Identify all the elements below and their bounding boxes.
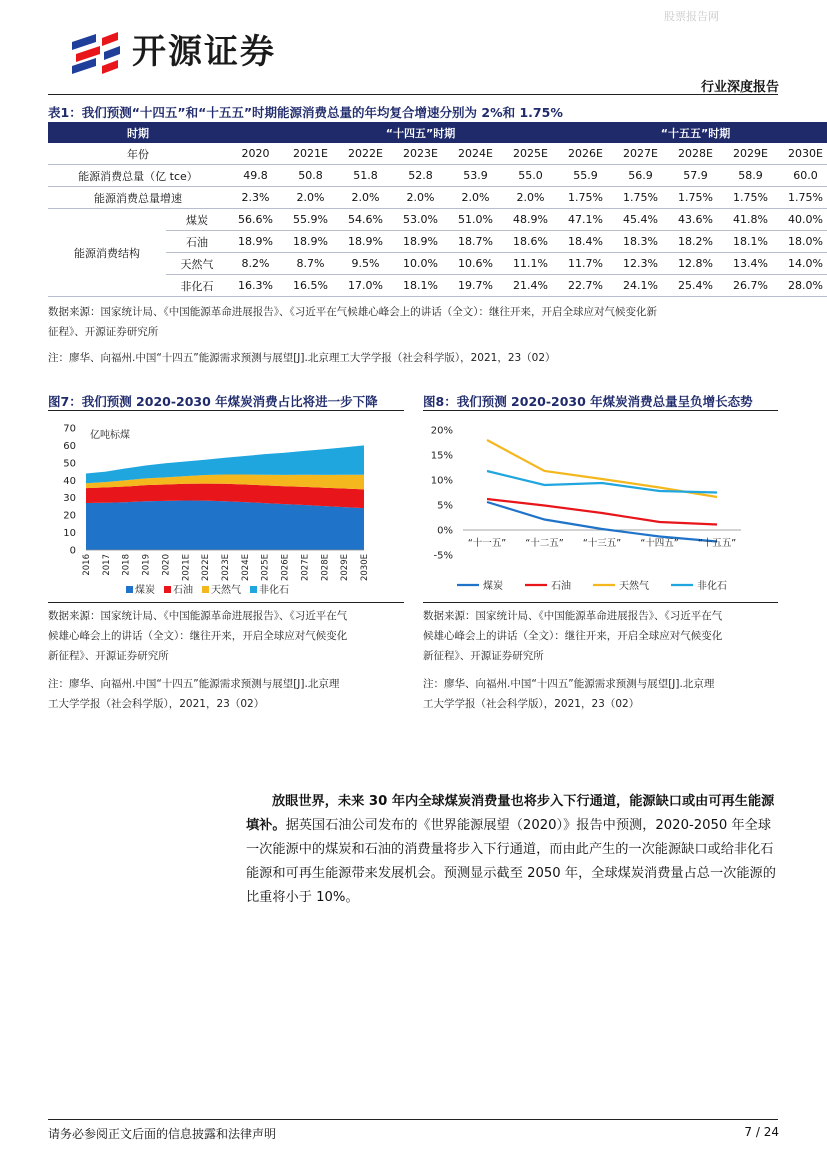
x-tick-label: 2020 bbox=[161, 554, 172, 576]
growth-label: 能源消费总量增速 bbox=[48, 187, 228, 209]
period-14-label: “十四五”时期 bbox=[283, 122, 558, 143]
x-tick-label: 2027E bbox=[300, 554, 311, 582]
y-tick-label: 40 bbox=[63, 475, 76, 487]
fig7-divider bbox=[48, 410, 404, 411]
energy-consumption-table bbox=[48, 122, 827, 297]
x-tick-label: “十五五” bbox=[697, 538, 737, 549]
x-tick-label: 2016 bbox=[82, 554, 92, 576]
y-tick-label: 20 bbox=[63, 510, 76, 522]
body-bold-lead: 放眼世界，未来 30 年内全球煤炭消费量也将步入下行通道，能源缺口或由可再生能源填补。 bbox=[246, 794, 775, 833]
line-series bbox=[487, 502, 717, 542]
line-series bbox=[487, 471, 717, 493]
fig7-source: 数据来源：国家统计局、《中国能源革命进展报告》、《习近平在气 候雄心峰会上的讲话（全文）：继往开来，开启全球应对气候变化 新征程》、开源证券研究所 注：廖华、向福州.中国“十四五”能源需求预测与展望[J].北京理 工大学学报（社会科学版），2021，23（02） bbox=[48, 610, 348, 710]
x-tick-label: 2028E bbox=[320, 554, 331, 582]
x-tick-label: “十四五” bbox=[640, 538, 679, 549]
x-tick-label: 2019 bbox=[141, 554, 152, 576]
unit-label: 亿吨标煤 bbox=[90, 430, 130, 441]
x-tick-label: 2021E bbox=[181, 554, 192, 582]
footer-divider bbox=[48, 1119, 778, 1120]
coal-share-area-chart bbox=[48, 414, 408, 598]
page-number: 7 / 24 bbox=[744, 1125, 779, 1139]
company-logo bbox=[66, 28, 326, 78]
body-paragraph bbox=[246, 790, 778, 910]
fig7-bottom-divider bbox=[48, 602, 404, 603]
legend-label: 石油 bbox=[551, 581, 571, 592]
x-tick-label: “十二五” bbox=[525, 538, 564, 549]
area-series bbox=[86, 501, 364, 550]
x-tick-label: 2017 bbox=[101, 554, 112, 576]
y-tick-label: 5% bbox=[437, 500, 453, 512]
body-text: 据英国石油公司发布的《世界能源展望（2020）》报告中预测，2020-2050 年全球一次能源中的煤炭和石油的消费量将步入下行通道，而由此产生的一次能源缺口或给非化石能源和可再生能源带来发展机会。预测显示截至 2050 年，全球煤炭消费量占总一次能源的比重将小于 10%。 bbox=[246, 818, 776, 905]
fig8-bottom-divider bbox=[423, 602, 778, 603]
table-row: 石油 18.9% 18.9% 18.9% 18.9% 18.7% 18.6% 18.4% 18.3% 18.2% 18.1% 18.0% bbox=[48, 231, 827, 253]
fig8-divider bbox=[423, 410, 778, 411]
y-tick-label: 50 bbox=[63, 458, 76, 470]
header-divider bbox=[48, 94, 778, 95]
table-row: 非化石 16.3% 16.5% 17.0% 18.1% 19.7% 21.4% 22.7% 24.1% 25.4% 26.7% 28.0% bbox=[48, 275, 827, 297]
fig8-caption: 图8：我们预测 2020-2030 年煤炭消费总量呈负增长态势 bbox=[423, 394, 753, 409]
x-tick-label: 2025E bbox=[260, 554, 271, 582]
x-tick-label: 2023E bbox=[221, 554, 231, 582]
y-tick-label: 10 bbox=[63, 528, 76, 540]
logo-mark-icon bbox=[66, 28, 126, 78]
structure-label: 能源消费结构 bbox=[48, 209, 166, 297]
x-tick-label: 2018 bbox=[121, 554, 132, 576]
period-15-label: “十五五”时期 bbox=[558, 122, 827, 143]
report-type: 行业深度报告 bbox=[700, 80, 779, 95]
legend-swatch bbox=[250, 586, 257, 593]
legend-label: 石油 bbox=[173, 585, 193, 596]
table-row: 年份 2020 2021E 2022E 2023E 2024E 2025E 2026E 2027E 2028E 2029E 2030E bbox=[48, 143, 827, 165]
legend-swatch bbox=[202, 586, 209, 593]
table1-caption: 表1：我们预测“十四五”和“十五五”时期能源消费总量的年均复合增速分别为 2%和 1.75% bbox=[48, 105, 563, 120]
table-header-row bbox=[48, 122, 827, 143]
total-label: 能源消费总量（亿 tce） bbox=[48, 165, 228, 187]
coal-growth-line-chart bbox=[423, 414, 783, 598]
legend-label: 煤炭 bbox=[135, 585, 155, 596]
watermark: 股票报告网 bbox=[664, 10, 719, 23]
x-tick-label: 2022E bbox=[201, 554, 212, 582]
table-row: 能源消费总量增速 2.3% 2.0% 2.0% 2.0% 2.0% 2.0% 1.75% 1.75% 1.75% 1.75% 1.75% bbox=[48, 187, 827, 209]
y-tick-label: 10% bbox=[430, 475, 453, 487]
x-tick-label: “十一五” bbox=[467, 538, 507, 549]
legend-label: 非化石 bbox=[259, 585, 289, 596]
logo-text: 开源证券 bbox=[132, 32, 276, 72]
x-tick-label: 2029E bbox=[340, 554, 351, 582]
line-series bbox=[487, 440, 717, 497]
legend-label: 非化石 bbox=[697, 581, 727, 592]
y-tick-label: 20% bbox=[430, 425, 453, 437]
legend-label: 煤炭 bbox=[483, 581, 503, 592]
period-label: 时期 bbox=[48, 122, 228, 143]
legend-swatch bbox=[164, 586, 171, 593]
legend-label: 天然气 bbox=[211, 585, 241, 596]
y-tick-label: 60 bbox=[63, 440, 76, 452]
x-tick-label: 2030E bbox=[360, 554, 370, 582]
legend-swatch bbox=[126, 586, 133, 593]
fig8-source: 数据来源：国家统计局、《中国能源革命进展报告》、《习近平在气 候雄心峰会上的讲话（全文）：继往开来，开启全球应对气候变化 新征程》、开源证券研究所 注：廖华、向福州.中国“十四五”能源需求预测与展望[J].北京理 工大学学报（社会科学版），2021，23（02） bbox=[423, 610, 723, 710]
y-tick-label: 0% bbox=[437, 525, 453, 537]
table-row: 能源消费总量（亿 tce） 49.8 50.8 51.8 52.8 53.9 55.0 55.9 56.9 57.9 58.9 60.0 bbox=[48, 165, 827, 187]
fig7-caption: 图7：我们预测 2020-2030 年煤炭消费占比将进一步下降 bbox=[48, 394, 378, 409]
y-tick-label: 70 bbox=[63, 423, 76, 435]
year-label: 年份 bbox=[48, 143, 228, 165]
x-tick-label: “十三五” bbox=[582, 538, 622, 549]
legend-label: 天然气 bbox=[619, 581, 649, 592]
y-tick-label: -5% bbox=[433, 550, 453, 562]
y-tick-label: 15% bbox=[430, 450, 453, 462]
y-tick-label: 30 bbox=[63, 493, 76, 505]
table-row: 天然气 8.2% 8.7% 9.5% 10.0% 10.6% 11.1% 11.7% 12.3% 12.8% 13.4% 14.0% bbox=[48, 253, 827, 275]
table-row: 能源消费结构 煤炭 56.6% 55.9% 54.6% 53.0% 51.0% 48.9% 47.1% 45.4% 43.6% 41.8% 40.0% bbox=[48, 209, 827, 231]
table1-source: 数据来源：国家统计局、《中国能源革命进展报告》、《习近平在气候雄心峰会上的讲话（全文）：继往开来，开启全球应对气候变化新 征程》、开源证券研究所 注：廖华、向福州.中国“十四五”能源需求预测与展望[J].北京理工大学学报（社会科学版），2021，23（02） bbox=[48, 306, 657, 364]
footer-disclaimer: 请务必参阅正文后面的信息披露和法律声明 bbox=[48, 1127, 277, 1141]
x-tick-label: 2026E bbox=[280, 554, 291, 582]
y-tick-label: 0 bbox=[69, 545, 76, 557]
x-tick-label: 2024E bbox=[240, 554, 251, 582]
